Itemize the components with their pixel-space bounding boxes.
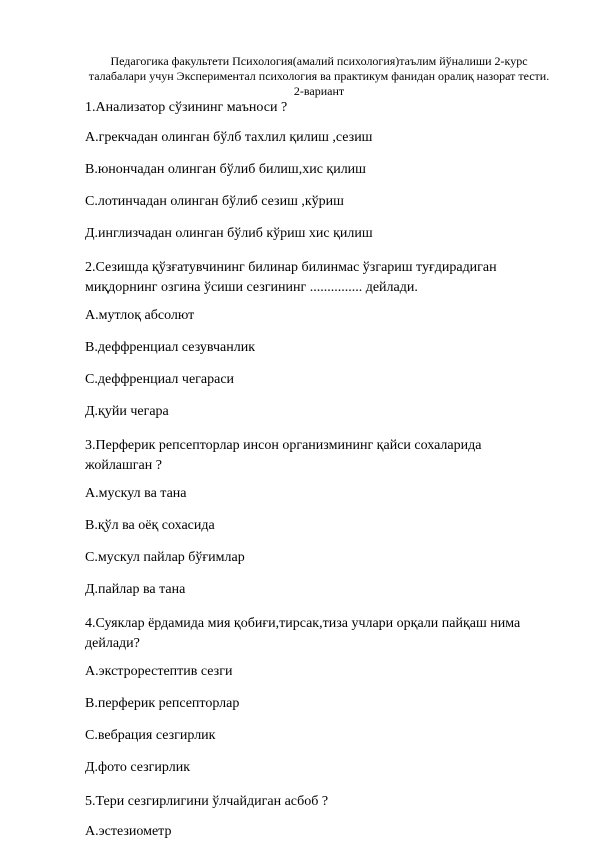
answer-option: В.қўл ва оёқ сохасида — [85, 518, 215, 533]
question-text: 3.Перферик репсепторлар инсон организмининг қайси сохаларида — [85, 438, 482, 453]
question-text: 1.Анализатор сўзининг маъноси ? — [85, 100, 288, 115]
answer-option: А.мускул ва тана — [85, 486, 187, 501]
question-text: 5.Тери сезгирлигини ўлчайдиган асбоб ? — [85, 794, 329, 809]
question-2 — [85, 258, 565, 298]
header-line-2: талабалари учун Экспериментал психология ва практикум фанидан оралиқ назорат тести. — [88, 69, 550, 83]
answer-option: С.мускул пайлар бўғимлар — [85, 550, 245, 565]
answer-option: А.мутлоқ абсолют — [85, 308, 195, 323]
answer-option: Д.инглизчадан олинган бўлиб кўриш хис қилиш — [85, 226, 373, 241]
answer-option: С.вебрация сезгирлик — [85, 728, 216, 743]
answer-option: В.юнончадан олинган бўлиб билиш,хис қилиш — [85, 162, 366, 177]
answer-option: В.деффренциал сезувчанлик — [85, 340, 256, 355]
question-text: миқдорнинг озгина ўсиши сезгининг ............... дейлади. — [85, 280, 418, 295]
answer-option: А.грекчадан олинган бўлб тахлил қилиш ,сезиш — [85, 130, 373, 145]
question-text: дейлади? — [85, 636, 140, 651]
answer-option: С.деффренциал чегараси — [85, 372, 235, 387]
question-3 — [85, 436, 565, 476]
question-text: жойлашган ? — [85, 458, 162, 473]
header-line-1: Педагогика факультети Психология(амалий психология)таълим йўналиши 2-курс — [110, 54, 528, 68]
answer-option: Д.фото сезгирлик — [85, 760, 190, 775]
answer-option: А.экстрорестептив сезги — [85, 664, 233, 679]
answer-option: Д.қуйи чегара — [85, 404, 169, 419]
answer-option: А.эстезиометр — [85, 824, 172, 839]
question-1 — [85, 98, 565, 118]
test-questions — [85, 98, 565, 856]
answer-option: В.перферик репсепторлар — [85, 696, 240, 711]
document-header — [84, 54, 554, 99]
answer-option: С.лотинчадан олинган бўлиб сезиш ,кўриш — [85, 194, 344, 209]
question-text: 2.Сезишда қўзғатувчининг билинар билинмас ўзгариш туғдирадиган — [85, 260, 497, 275]
header-variant: 2-вариант — [293, 84, 345, 98]
answer-option: Д.пайлар ва тана — [85, 582, 186, 597]
question-5 — [85, 792, 565, 812]
question-text: 4.Суяклар ёрдамида мия қобиғи,тирсак,тиза учлари орқали пайқаш нима — [85, 616, 521, 631]
question-4 — [85, 614, 565, 654]
